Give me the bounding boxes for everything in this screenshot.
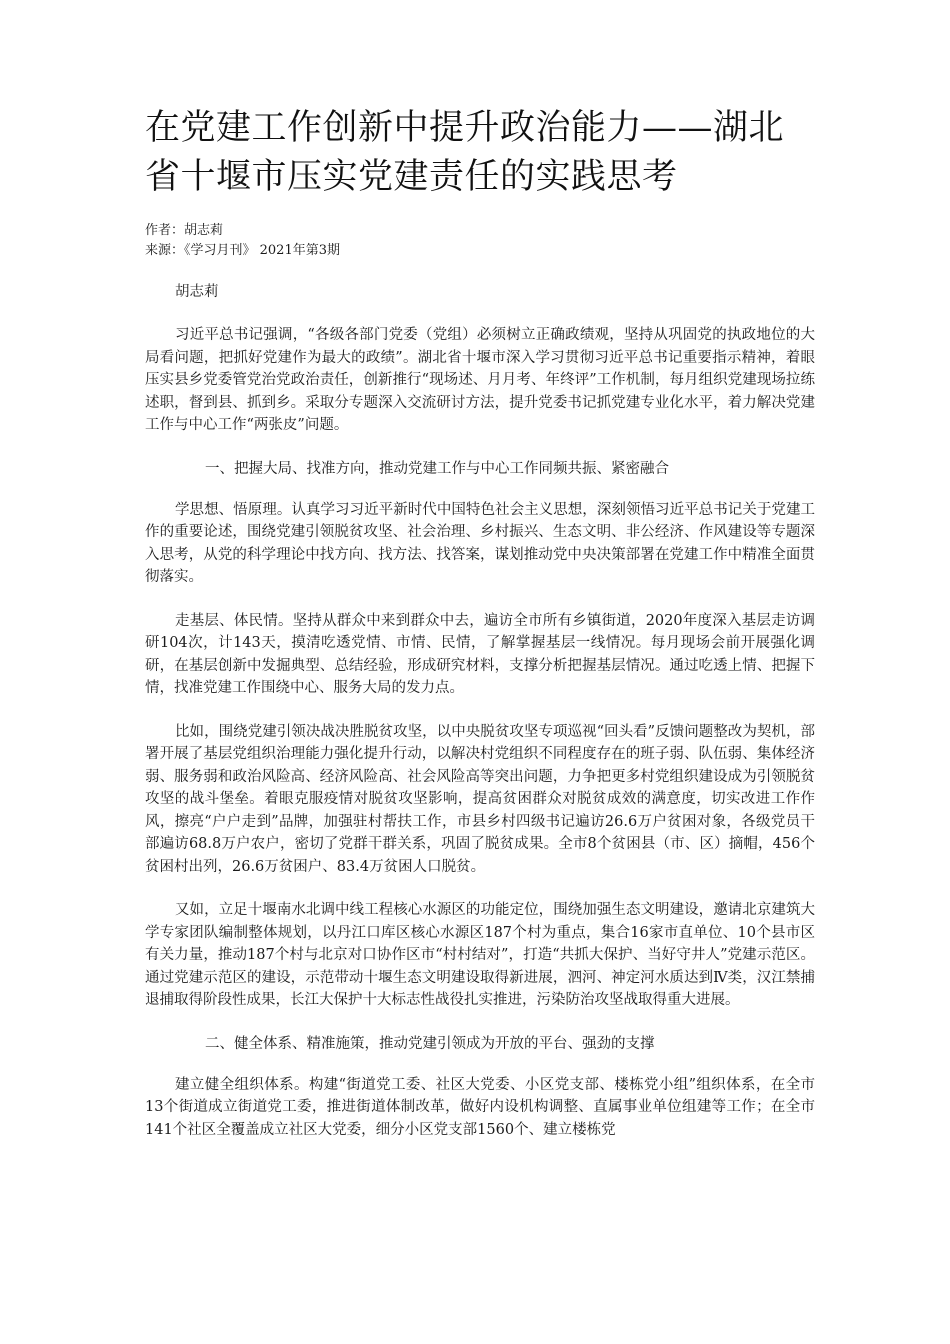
paragraph-example-poverty: 比如，围绕党建引领决战决胜脱贫攻坚，以中央脱贫攻坚专项巡视“回头看”反馈问题整改为契机，部署开展了基层党组织治理能力强化提升行动，以解决村党组织不同程度存在的班子弱、队伍弱、集体经济弱、服务弱和政治风险高、经济风险高、社会风险高等突出问题，力争把更多村党组织建设成为引领脱贫攻坚的战斗堡垒。着眼克服疫情对脱贫攻坚影响，提高贫困群众对脱贫成效的满意度，切实改进工作作风，擦亮“户户走到”品牌，加强驻村帮扶工作，市县乡村四级书记遍访26.6万户贫困对象，各级党员干部遍访68.8万户农户，密切了党群干群关系，巩固了脱贫成果。全市8个贫困县（市、区）摘帽，456个贫困村出列，26.6万贫困户、83.4万贫困人口脱贫。 (145, 723, 815, 875)
spacer (145, 1012, 815, 1033)
paragraph-intro: 习近平总书记强调，“各级各部门党委（党组）必须树立正确政绩观，坚持从巩固党的执政地位的大局看问题，把抓好党建作为最大的政绩”。湖北省十堰市深入学习贯彻习近平总书记重要指示精神，着眼压实县乡党委管党治党政治责任，创新推行“现场述、月月考、年终评”工作机制，每月组织党建现场拉练述职，督到县、抓到乡。采取分专题深入交流研讨方法，提升党委书记抓党建专业化水平，着力解决党建工作与中心工作“两张皮”问题。 (145, 327, 815, 433)
paragraph-study: 学思想、悟原理。认真学习习近平新时代中国特色社会主义思想，深刻领悟习近平总书记关于党建工作的重要论述，围绕党建引领脱贫攻坚、社会治理、乡村振兴、生态文明、非公经济、作风建设等专题深入思考，从党的科学理论中找方向、找方法、找答案，谋划推动党中央决策部署在党建工作中精准全面贯彻落实。 (145, 501, 815, 585)
section-heading-2: 二、健全体系、精准施策，推动党建引领成为开放的平台、强劲的支撑 (205, 1035, 655, 1052)
spacer (145, 589, 815, 610)
spacer (145, 700, 815, 721)
paragraph-organization: 建立健全组织体系。构建“街道党工委、社区大党委、小区党支部、楼栋党小组”组织体系，在全市13个街道成立街道党工委，推进街道体制改革，做好内设机构调整、直属事业单位组建等工作；在全市141个社区全覆盖成立社区大党委，细分小区党支部1560个、建立楼栋党 (145, 1076, 815, 1138)
section-heading-1: 一、把握大局、找准方向，推动党建工作与中心工作同频共振、紧密融合 (205, 460, 669, 477)
spacer (145, 303, 815, 324)
spacer (145, 1055, 815, 1074)
author-meta: 作者：胡志莉 (145, 223, 224, 238)
article-page (145, 104, 815, 1141)
spacer (145, 437, 815, 458)
byline: 胡志莉 (175, 284, 219, 300)
article-title: 在党建工作创新中提升政治能力——湖北省十堰市压实党建责任的实践思考 (145, 108, 785, 197)
paragraph-example-ecology: 又如，立足十堰南水北调中线工程核心水源区的功能定位，围绕加强生态文明建设，邀请北京建筑大学专家团队编制整体规划，以丹江口库区核心水源区187个村为重点，集合16家市直单位、10个县市区有关力量，推动187个村与北京对口协作区市“村村结对”，打造“共抓大保护、当好守井人”党建示范区。通过党建示范区的建设，示范带动十堰生态文明建设取得新进展，泗河、神定河水质达到Ⅳ类，汉江禁捕退捕取得阶段性成果，长江大保护十大标志性战役扎实推进，污染防治攻坚战取得重大进展。 (145, 902, 815, 1008)
spacer (145, 878, 815, 899)
article-meta (145, 221, 815, 261)
spacer (145, 480, 815, 499)
source-meta: 来源：《学习月刊》 2021年第3期 (145, 243, 340, 258)
paragraph-grassroots: 走基层、体民情。坚持从群众中来到群众中去，遍访全市所有乡镇街道，2020年度深入基层走访调研104次，计143天，摸清吃透党情、市情、民情，了解掌握基层一线情况。每月现场会前开展强化调研，在基层创新中发掘典型、总结经验，形成研究材料，支撑分析把握基层情况。通过吃透上情、把握下情，找准党建工作围绕中心、服务大局的发力点。 (145, 612, 815, 696)
